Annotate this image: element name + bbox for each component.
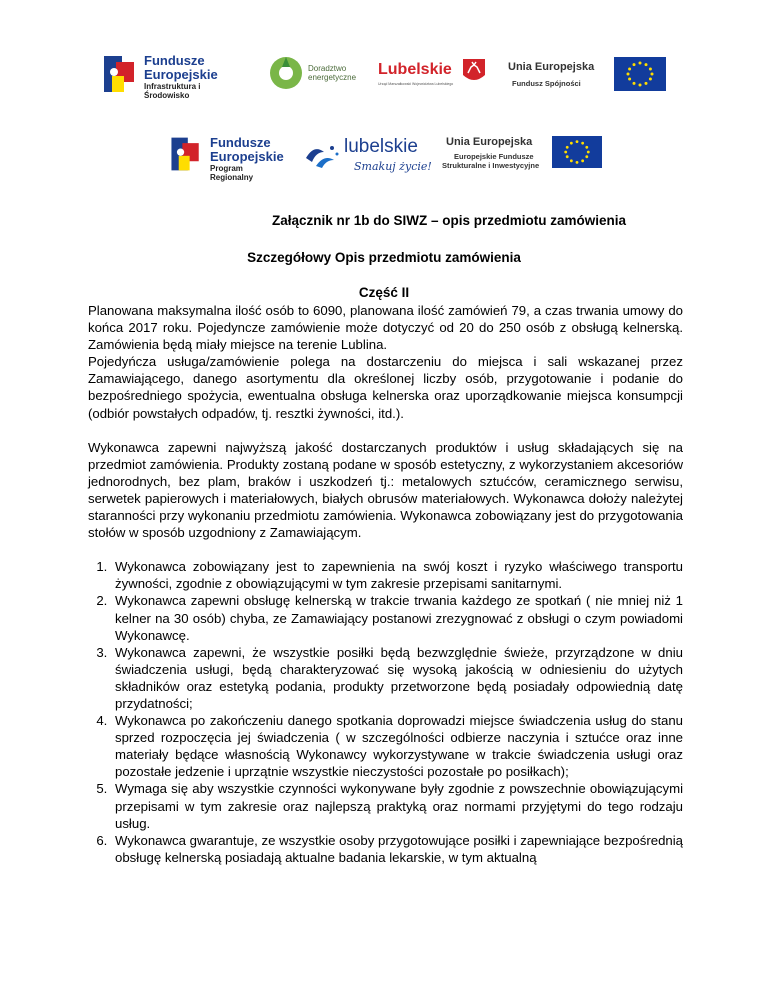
fe-emblem-icon-2	[166, 134, 206, 174]
paragraph-2: Pojedyńcza usługa/zamówienie polega na dostarczeniu do miejsca i sali wskazanej przez Zamawiającego, danego asortymentu dla określonej liczby osób, przygotowanie i podanie do bezpośredniego spożycia, ewentualna obsługa kelnerska oraz uporządkowanie miejsca konsumpcji (odbiór powstałych odpadów, tj. resztki żywności, itd.).	[88, 354, 683, 421]
list-item: 5. Wymaga się aby wszystkie czynności wykonywane były zgodnie z powszechnie obowiązującymi przepisami w tym zakresie oraz najlepszą praktyką oraz normami przyjętymi do tego rodzaju usług.	[111, 780, 683, 831]
unia-europejska-logo-1	[508, 55, 668, 95]
fe-line2: Europejskie	[144, 67, 218, 82]
paragraph-3: Wykonawca zapewni najwyższą jakość dostarczanych produktów i usług składających się na przedmiot zamówienia. Produkty zostaną podane w sposób estetyczny, z wykorzystaniem akcesoriów jednorodnych, bez plam, braków i uszkodzeń tj.: metalowych sztućców, ceramicznego serwisu, serwetek papierowych i materiałowych, białych obrusów materiałowych. Wykonawca dołoży należytej staranności przy wykonaniu przedmiotu zamówienia. Wykonawca zobowiązany jest do przygotowania stołów w sposób uzgodniony z Zamawiającym.	[88, 439, 683, 541]
ue2-sub2: Strukturalne i Inwestycyjne	[442, 161, 540, 170]
lubelskie-sub: Urząd Marszałkowski Województwa Lubelskiego	[378, 82, 454, 86]
ue-title-1: Unia Europejska	[508, 61, 595, 73]
doradztwo-leaf-icon	[268, 55, 304, 91]
fundusze-europejskie-logo-2	[166, 130, 286, 180]
ue-sub-1: Fundusz Spójności	[512, 79, 581, 88]
doradztwo-line2: energetyczne	[308, 73, 357, 82]
list-item: 1. Wykonawca zobowiązany jest to zapewnienia na swój koszt i ryzyko właściwego transportu żywności, zgodnie z obowiązującymi w tym zakresie przepisami sanitarnymi.	[111, 558, 683, 592]
doradztwo-logo	[268, 55, 358, 95]
document-body	[88, 302, 683, 866]
fe-sub: Infrastruktura i Środowisko	[144, 82, 201, 100]
part-title: Część II	[358, 285, 410, 300]
fe2-line2: Europejskie	[210, 149, 284, 164]
lubelskie-birds-icon	[302, 138, 342, 174]
fundusze-europejskie-logo-1	[98, 50, 248, 100]
doradztwo-line1: Doradztwo	[308, 64, 347, 73]
list-item: 2. Wykonawca zapewni obsługę kelnerską w trakcie trwania każdego ze spotkań ( nie mniej niż 1 kelner na 30 osób) chyba, ze Zamawiający postanowi zrezygnować z obsługi o czym powiadomi Wykonawcę.	[111, 592, 683, 643]
deer-crest-icon	[463, 59, 485, 85]
ue-title-2: Unia Europejska	[446, 136, 533, 148]
eu-flag-icon	[614, 57, 666, 91]
ue2-sub1: Europejskie Fundusze	[454, 152, 534, 161]
paragraph-1: Planowana maksymalna ilość osób to 6090, planowana ilość zamówień 79, a czas trwania umowy do końca 2017 roku. Pojedyncze zamówienie może dotyczyć od 20 do 250 osób z obsługą kelnerską. Zamówienia będą miały miejsce na terenie Lublina.	[88, 303, 683, 353]
lubelskie-logo-1	[378, 55, 488, 95]
list-item: 3. Wykonawca zapewni, że wszystkie posiłki będą bezwzględnie świeże, przyrządzone w dniu świadczenia usługi, będą charakteryzować się wysoką jakością w odniesieniu do użytych składników oraz estetyką podania, produkty przetworzone będą posiadały odpowiednią datę przydatności;	[111, 644, 683, 712]
lubelskie2-name: lubelskie	[344, 136, 418, 157]
requirements-list	[88, 558, 683, 866]
annex-title: Załącznik nr 1b do SIWZ – opis przedmiotu zamówienia	[272, 213, 627, 228]
fe-emblem-icon	[98, 52, 142, 96]
eu-flag-icon-2	[552, 136, 602, 168]
lubelskie-smakuj-logo	[302, 132, 432, 178]
fe-line1: Fundusze	[144, 53, 205, 68]
unia-europejska-logo-2	[442, 134, 606, 174]
lubelskie2-slogan: Smakuj życie!	[354, 160, 432, 173]
main-title: Szczegółowy Opis przedmiotu zamówienia	[247, 250, 521, 265]
list-item: 6. Wykonawca gwarantuje, ze wszystkie osoby przygotowujące posiłki i zapewniające bezpośrednią obsługę kelnerską posiadają aktualne badania lekarskie, w tym aktualną	[111, 832, 683, 866]
fe2-line1: Fundusze	[210, 135, 271, 150]
list-item: 4. Wykonawca po zakończeniu danego spotkania doprowadzi miejsce świadczenia usług do stanu sprzed rozpoczęcia jej świadczenia ( w szczególności odbierze naczynia i sztućce oraz inne materiały będące własnością Wykonawcy wykorzystywane w trakcie świadczenia usługi oraz pozostałe jedzenie i uprzątnie wszystkie nieczystości pozostałe po posiłkach);	[111, 712, 683, 780]
lubelskie-name: Lubelskie	[378, 61, 452, 78]
fe2-sub: Program Regionalny	[210, 164, 254, 182]
